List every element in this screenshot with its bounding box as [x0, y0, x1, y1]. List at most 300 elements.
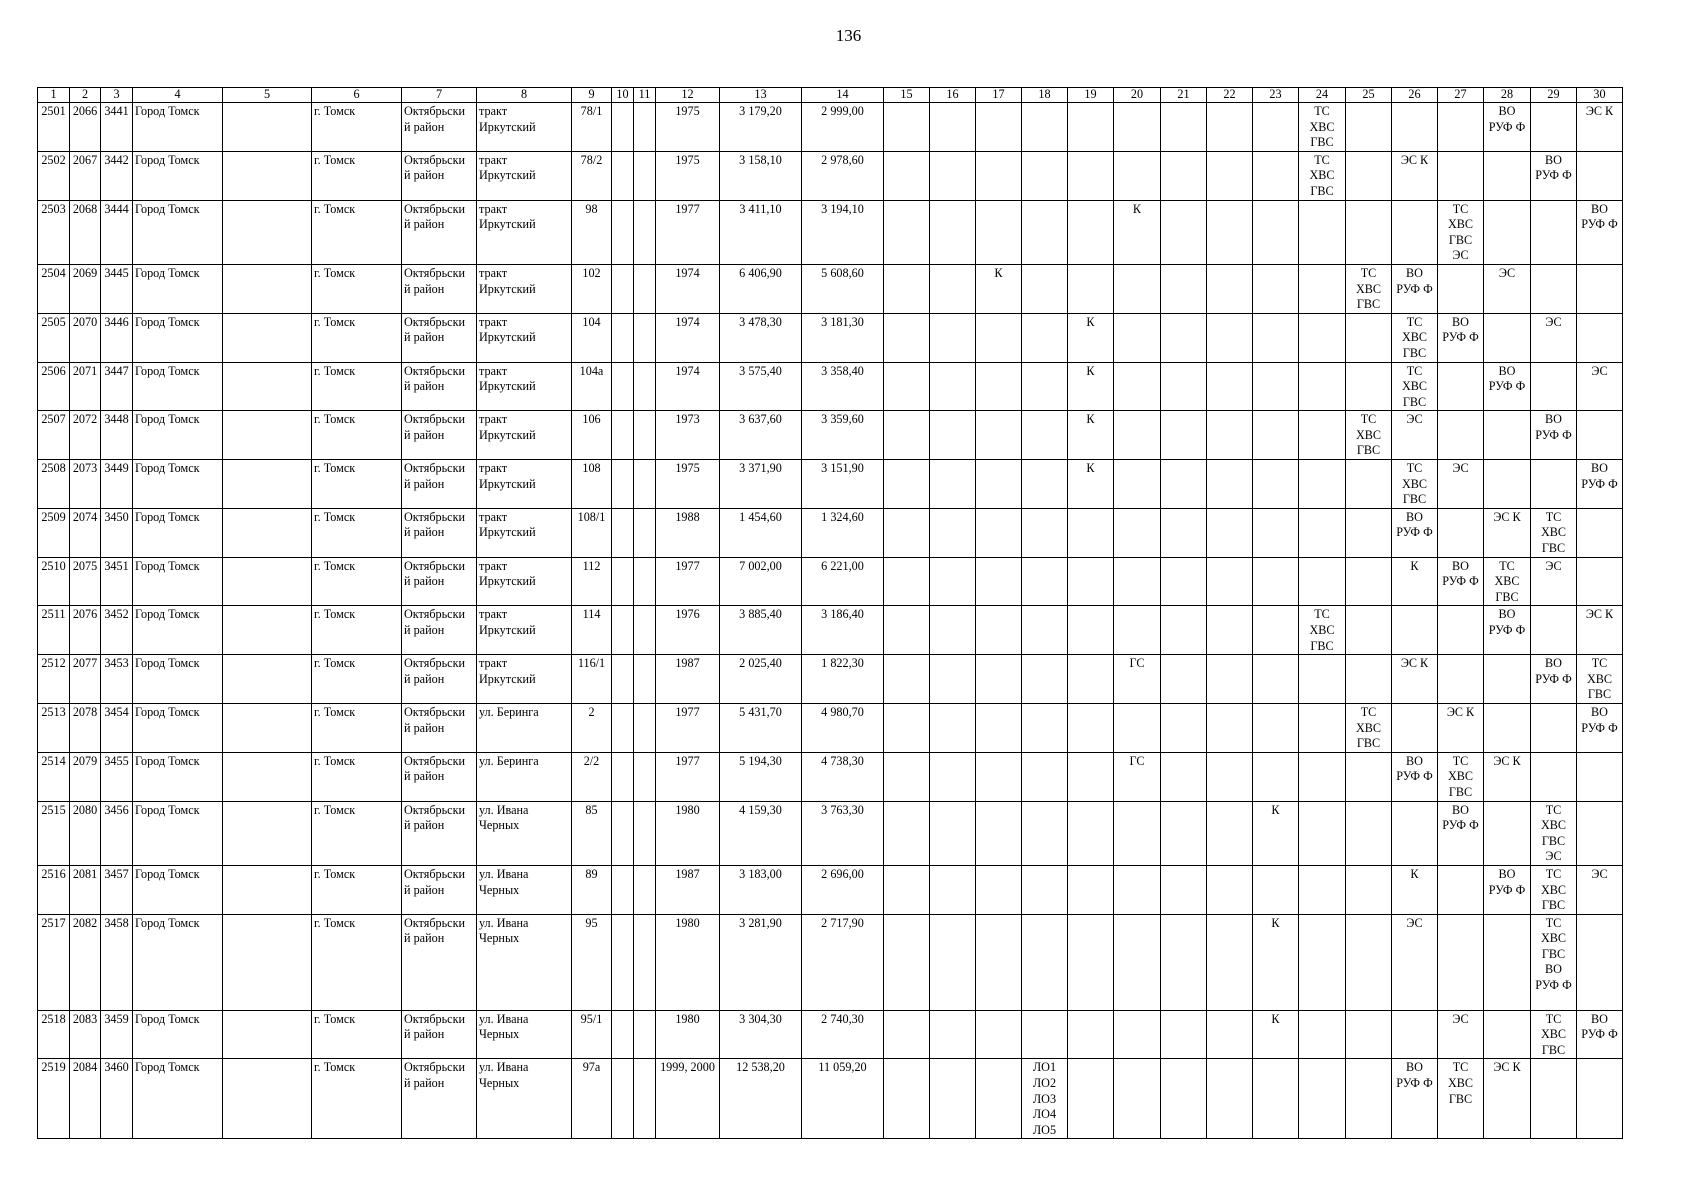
cell-col-14: 3 358,40 — [802, 362, 884, 411]
cell-col-4: Город Томск — [133, 1059, 223, 1139]
cell-col-6: г. Томск — [312, 103, 402, 152]
cell-col-14: 4 738,30 — [802, 752, 884, 801]
cell-col-14: 3 359,60 — [802, 411, 884, 460]
cell-col-25 — [1346, 151, 1392, 200]
cell-col-20: К — [1114, 200, 1161, 264]
cell-col-23 — [1253, 103, 1299, 152]
cell-col-10 — [612, 557, 634, 606]
cell-col-30 — [1577, 411, 1623, 460]
cell-col-5 — [223, 103, 312, 152]
cell-col-4: Город Томск — [133, 752, 223, 801]
cell-col-25: ТС ХВС ГВС — [1346, 264, 1392, 313]
cell-col-8: ул. Ивана Черных — [477, 914, 572, 1010]
cell-col-19 — [1068, 703, 1114, 752]
cell-col-8: ул. Ивана Черных — [477, 1010, 572, 1059]
cell-col-16 — [930, 411, 976, 460]
cell-col-28: ЭС К — [1484, 508, 1531, 557]
cell-col-3: 3449 — [101, 460, 133, 509]
cell-col-26: ВО РУФ Ф — [1392, 264, 1438, 313]
cell-col-6: г. Томск — [312, 313, 402, 362]
cell-col-23: К — [1253, 801, 1299, 865]
cell-col-16 — [930, 914, 976, 1010]
cell-col-20 — [1114, 264, 1161, 313]
cell-col-26 — [1392, 200, 1438, 264]
cell-col-6: г. Томск — [312, 264, 402, 313]
cell-col-27: ВО РУФ Ф — [1438, 557, 1484, 606]
cell-col-1: 2514 — [38, 752, 70, 801]
column-header-26: 26 — [1392, 88, 1438, 103]
cell-col-23 — [1253, 703, 1299, 752]
cell-col-6: г. Томск — [312, 508, 402, 557]
cell-col-3: 3446 — [101, 313, 133, 362]
column-header-20: 20 — [1114, 88, 1161, 103]
cell-col-25 — [1346, 914, 1392, 1010]
cell-col-2: 2067 — [70, 151, 101, 200]
cell-col-21 — [1161, 752, 1207, 801]
cell-col-13: 7 002,00 — [720, 557, 802, 606]
cell-col-21 — [1161, 411, 1207, 460]
cell-col-16 — [930, 313, 976, 362]
cell-col-9: 112 — [572, 557, 612, 606]
cell-col-2: 2076 — [70, 606, 101, 655]
cell-col-22 — [1207, 1059, 1253, 1139]
cell-col-17 — [976, 655, 1022, 704]
cell-col-29: ЭС — [1531, 557, 1577, 606]
table-row — [38, 703, 1623, 752]
cell-col-12: 1974 — [656, 313, 720, 362]
cell-col-28: ЭС К — [1484, 1059, 1531, 1139]
cell-col-4: Город Томск — [133, 103, 223, 152]
cell-col-11 — [634, 914, 656, 1010]
table-row — [38, 200, 1623, 264]
cell-col-25 — [1346, 103, 1392, 152]
cell-col-22 — [1207, 655, 1253, 704]
cell-col-5 — [223, 411, 312, 460]
cell-col-4: Город Томск — [133, 264, 223, 313]
cell-col-30 — [1577, 264, 1623, 313]
cell-col-12: 1975 — [656, 460, 720, 509]
cell-col-21 — [1161, 1059, 1207, 1139]
cell-col-22 — [1207, 1010, 1253, 1059]
column-header-2: 2 — [70, 88, 101, 103]
cell-col-21 — [1161, 313, 1207, 362]
cell-col-4: Город Томск — [133, 313, 223, 362]
cell-col-9: 108 — [572, 460, 612, 509]
cell-col-12: 1977 — [656, 752, 720, 801]
cell-col-11 — [634, 151, 656, 200]
cell-col-17 — [976, 1059, 1022, 1139]
cell-col-16 — [930, 801, 976, 865]
cell-col-6: г. Томск — [312, 200, 402, 264]
cell-col-30 — [1577, 914, 1623, 1010]
cell-col-18 — [1022, 865, 1068, 914]
table-row — [38, 362, 1623, 411]
cell-col-30: ВО РУФ Ф — [1577, 460, 1623, 509]
cell-col-18 — [1022, 200, 1068, 264]
cell-col-1: 2519 — [38, 1059, 70, 1139]
cell-col-3: 3445 — [101, 264, 133, 313]
cell-col-30: ВО РУФ Ф — [1577, 200, 1623, 264]
cell-col-6: г. Томск — [312, 362, 402, 411]
cell-col-12: 1987 — [656, 655, 720, 704]
cell-col-19 — [1068, 264, 1114, 313]
cell-col-12: 1980 — [656, 1010, 720, 1059]
cell-col-3: 3447 — [101, 362, 133, 411]
cell-col-28 — [1484, 914, 1531, 1010]
cell-col-15 — [884, 606, 930, 655]
cell-col-22 — [1207, 801, 1253, 865]
cell-col-16 — [930, 655, 976, 704]
cell-col-5 — [223, 606, 312, 655]
cell-col-5 — [223, 703, 312, 752]
cell-col-14: 5 608,60 — [802, 264, 884, 313]
cell-col-19 — [1068, 752, 1114, 801]
cell-col-13: 3 478,30 — [720, 313, 802, 362]
cell-col-7: Октябрьски й район — [402, 313, 477, 362]
cell-col-10 — [612, 752, 634, 801]
cell-col-20 — [1114, 914, 1161, 1010]
cell-col-19 — [1068, 655, 1114, 704]
cell-col-29 — [1531, 103, 1577, 152]
cell-col-2: 2073 — [70, 460, 101, 509]
cell-col-19 — [1068, 801, 1114, 865]
cell-col-27 — [1438, 411, 1484, 460]
cell-col-15 — [884, 752, 930, 801]
cell-col-21 — [1161, 914, 1207, 1010]
cell-col-11 — [634, 865, 656, 914]
cell-col-5 — [223, 1010, 312, 1059]
cell-col-10 — [612, 865, 634, 914]
cell-col-8: ул. Беринга — [477, 752, 572, 801]
cell-col-22 — [1207, 606, 1253, 655]
cell-col-10 — [612, 801, 634, 865]
cell-col-13: 3 183,00 — [720, 865, 802, 914]
cell-col-30 — [1577, 313, 1623, 362]
cell-col-27 — [1438, 914, 1484, 1010]
cell-col-25: ТС ХВС ГВС — [1346, 411, 1392, 460]
cell-col-22 — [1207, 411, 1253, 460]
cell-col-4: Город Томск — [133, 460, 223, 509]
cell-col-10 — [612, 703, 634, 752]
cell-col-24 — [1299, 865, 1346, 914]
cell-col-13: 6 406,90 — [720, 264, 802, 313]
cell-col-22 — [1207, 752, 1253, 801]
cell-col-19 — [1068, 103, 1114, 152]
cell-col-30: ВО РУФ Ф — [1577, 1010, 1623, 1059]
cell-col-29 — [1531, 460, 1577, 509]
cell-col-20 — [1114, 1010, 1161, 1059]
cell-col-5 — [223, 313, 312, 362]
cell-col-14: 2 717,90 — [802, 914, 884, 1010]
cell-col-1: 2513 — [38, 703, 70, 752]
cell-col-15 — [884, 264, 930, 313]
cell-col-14: 11 059,20 — [802, 1059, 884, 1139]
cell-col-14: 3 186,40 — [802, 606, 884, 655]
cell-col-9: 95/1 — [572, 1010, 612, 1059]
cell-col-29 — [1531, 703, 1577, 752]
cell-col-9: 102 — [572, 264, 612, 313]
cell-col-13: 3 411,10 — [720, 200, 802, 264]
cell-col-30 — [1577, 1059, 1623, 1139]
cell-col-19 — [1068, 200, 1114, 264]
table-row — [38, 557, 1623, 606]
cell-col-9: 2 — [572, 703, 612, 752]
cell-col-7: Октябрьски й район — [402, 1010, 477, 1059]
cell-col-29: ТС ХВС ГВС ВО РУФ Ф — [1531, 914, 1577, 1010]
cell-col-10 — [612, 313, 634, 362]
cell-col-2: 2074 — [70, 508, 101, 557]
cell-col-27 — [1438, 103, 1484, 152]
cell-col-27: ЭС К — [1438, 703, 1484, 752]
cell-col-3: 3458 — [101, 914, 133, 1010]
cell-col-23 — [1253, 606, 1299, 655]
cell-col-24 — [1299, 703, 1346, 752]
cell-col-17 — [976, 411, 1022, 460]
cell-col-29 — [1531, 752, 1577, 801]
table-row — [38, 1059, 1623, 1139]
cell-col-16 — [930, 200, 976, 264]
cell-col-5 — [223, 557, 312, 606]
cell-col-11 — [634, 801, 656, 865]
cell-col-22 — [1207, 362, 1253, 411]
cell-col-27: ТС ХВС ГВС — [1438, 752, 1484, 801]
cell-col-8: ул. Ивана Черных — [477, 865, 572, 914]
cell-col-13: 3 885,40 — [720, 606, 802, 655]
cell-col-23: К — [1253, 914, 1299, 1010]
cell-col-28 — [1484, 1010, 1531, 1059]
cell-col-11 — [634, 1059, 656, 1139]
cell-col-9: 114 — [572, 606, 612, 655]
cell-col-12: 1974 — [656, 264, 720, 313]
column-header-13: 13 — [720, 88, 802, 103]
cell-col-24 — [1299, 801, 1346, 865]
table-row — [38, 914, 1623, 1010]
cell-col-4: Город Томск — [133, 362, 223, 411]
cell-col-13: 3 179,20 — [720, 103, 802, 152]
cell-col-14: 3 181,30 — [802, 313, 884, 362]
table-row — [38, 606, 1623, 655]
cell-col-6: г. Томск — [312, 752, 402, 801]
cell-col-15 — [884, 508, 930, 557]
cell-col-18 — [1022, 508, 1068, 557]
cell-col-22 — [1207, 151, 1253, 200]
column-header-3: 3 — [101, 88, 133, 103]
cell-col-24 — [1299, 752, 1346, 801]
cell-col-2: 2080 — [70, 801, 101, 865]
cell-col-29 — [1531, 362, 1577, 411]
cell-col-11 — [634, 264, 656, 313]
cell-col-19: К — [1068, 460, 1114, 509]
cell-col-20 — [1114, 103, 1161, 152]
cell-col-3: 3442 — [101, 151, 133, 200]
cell-col-17 — [976, 200, 1022, 264]
cell-col-17 — [976, 801, 1022, 865]
cell-col-7: Октябрьски й район — [402, 752, 477, 801]
column-header-5: 5 — [223, 88, 312, 103]
cell-col-10 — [612, 411, 634, 460]
cell-col-9: 106 — [572, 411, 612, 460]
cell-col-14: 3 194,10 — [802, 200, 884, 264]
cell-col-22 — [1207, 313, 1253, 362]
cell-col-24 — [1299, 655, 1346, 704]
cell-col-17 — [976, 606, 1022, 655]
cell-col-18 — [1022, 914, 1068, 1010]
table-row — [38, 103, 1623, 152]
column-header-30: 30 — [1577, 88, 1623, 103]
cell-col-21 — [1161, 703, 1207, 752]
cell-col-11 — [634, 508, 656, 557]
cell-col-24 — [1299, 264, 1346, 313]
cell-col-17 — [976, 313, 1022, 362]
cell-col-12: 1977 — [656, 557, 720, 606]
column-header-28: 28 — [1484, 88, 1531, 103]
cell-col-1: 2510 — [38, 557, 70, 606]
cell-col-6: г. Томск — [312, 655, 402, 704]
cell-col-21 — [1161, 508, 1207, 557]
cell-col-20 — [1114, 151, 1161, 200]
cell-col-12: 1988 — [656, 508, 720, 557]
column-header-4: 4 — [133, 88, 223, 103]
cell-col-10 — [612, 460, 634, 509]
cell-col-4: Город Томск — [133, 1010, 223, 1059]
cell-col-17 — [976, 460, 1022, 509]
cell-col-3: 3453 — [101, 655, 133, 704]
cell-col-25 — [1346, 865, 1392, 914]
cell-col-24 — [1299, 1059, 1346, 1139]
cell-col-13: 3 371,90 — [720, 460, 802, 509]
cell-col-18 — [1022, 801, 1068, 865]
cell-col-20 — [1114, 362, 1161, 411]
cell-col-3: 3460 — [101, 1059, 133, 1139]
cell-col-15 — [884, 703, 930, 752]
cell-col-12: 1999, 2000 — [656, 1059, 720, 1139]
cell-col-6: г. Томск — [312, 865, 402, 914]
cell-col-18 — [1022, 557, 1068, 606]
cell-col-1: 2517 — [38, 914, 70, 1010]
cell-col-16 — [930, 460, 976, 509]
cell-col-23 — [1253, 411, 1299, 460]
column-header-24: 24 — [1299, 88, 1346, 103]
cell-col-14: 4 980,70 — [802, 703, 884, 752]
cell-col-18 — [1022, 151, 1068, 200]
cell-col-10 — [612, 200, 634, 264]
cell-col-9: 78/2 — [572, 151, 612, 200]
cell-col-25 — [1346, 655, 1392, 704]
cell-col-29: ВО РУФ Ф — [1531, 655, 1577, 704]
cell-col-7: Октябрьски й район — [402, 460, 477, 509]
cell-col-5 — [223, 508, 312, 557]
cell-col-7: Октябрьски й район — [402, 103, 477, 152]
cell-col-14: 1 822,30 — [802, 655, 884, 704]
cell-col-15 — [884, 1010, 930, 1059]
cell-col-7: Октябрьски й район — [402, 411, 477, 460]
cell-col-16 — [930, 151, 976, 200]
cell-col-29 — [1531, 200, 1577, 264]
cell-col-2: 2077 — [70, 655, 101, 704]
cell-col-29: ВО РУФ Ф — [1531, 411, 1577, 460]
cell-col-11 — [634, 606, 656, 655]
cell-col-19 — [1068, 151, 1114, 200]
cell-col-15 — [884, 557, 930, 606]
cell-col-4: Город Томск — [133, 508, 223, 557]
cell-col-17 — [976, 914, 1022, 1010]
cell-col-20 — [1114, 703, 1161, 752]
cell-col-29: ЭС — [1531, 313, 1577, 362]
cell-col-27: ВО РУФ Ф — [1438, 313, 1484, 362]
cell-col-15 — [884, 103, 930, 152]
column-header-17: 17 — [976, 88, 1022, 103]
cell-col-24: ТС ХВС ГВС — [1299, 103, 1346, 152]
cell-col-22 — [1207, 103, 1253, 152]
cell-col-26: ВО РУФ Ф — [1392, 752, 1438, 801]
table-row — [38, 460, 1623, 509]
cell-col-23 — [1253, 460, 1299, 509]
cell-col-3: 3454 — [101, 703, 133, 752]
cell-col-28: ВО РУФ Ф — [1484, 865, 1531, 914]
cell-col-8: тракт Иркутский — [477, 200, 572, 264]
cell-col-7: Октябрьски й район — [402, 264, 477, 313]
cell-col-1: 2502 — [38, 151, 70, 200]
cell-col-2: 2068 — [70, 200, 101, 264]
cell-col-27: ВО РУФ Ф — [1438, 801, 1484, 865]
cell-col-9: 116/1 — [572, 655, 612, 704]
cell-col-10 — [612, 103, 634, 152]
cell-col-8: тракт Иркутский — [477, 508, 572, 557]
cell-col-15 — [884, 801, 930, 865]
cell-col-28: ЭС К — [1484, 752, 1531, 801]
cell-col-23 — [1253, 752, 1299, 801]
cell-col-19 — [1068, 865, 1114, 914]
cell-col-19 — [1068, 508, 1114, 557]
cell-col-11 — [634, 655, 656, 704]
cell-col-23 — [1253, 655, 1299, 704]
cell-col-3: 3455 — [101, 752, 133, 801]
cell-col-8: тракт Иркутский — [477, 557, 572, 606]
column-header-15: 15 — [884, 88, 930, 103]
column-header-21: 21 — [1161, 88, 1207, 103]
cell-col-25 — [1346, 801, 1392, 865]
cell-col-21 — [1161, 865, 1207, 914]
cell-col-22 — [1207, 460, 1253, 509]
cell-col-24 — [1299, 508, 1346, 557]
cell-col-17 — [976, 362, 1022, 411]
table-row — [38, 655, 1623, 704]
cell-col-8: ул. Ивана Черных — [477, 1059, 572, 1139]
cell-col-1: 2504 — [38, 264, 70, 313]
cell-col-6: г. Томск — [312, 703, 402, 752]
cell-col-12: 1974 — [656, 362, 720, 411]
cell-col-1: 2505 — [38, 313, 70, 362]
column-header-23: 23 — [1253, 88, 1299, 103]
cell-col-30 — [1577, 752, 1623, 801]
cell-col-5 — [223, 655, 312, 704]
cell-col-26: ТС ХВС ГВС — [1392, 362, 1438, 411]
column-header-6: 6 — [312, 88, 402, 103]
cell-col-26: ВО РУФ Ф — [1392, 1059, 1438, 1139]
cell-col-18 — [1022, 411, 1068, 460]
cell-col-28 — [1484, 460, 1531, 509]
cell-col-8: тракт Иркутский — [477, 264, 572, 313]
cell-col-19 — [1068, 1010, 1114, 1059]
cell-col-4: Город Томск — [133, 151, 223, 200]
cell-col-25 — [1346, 313, 1392, 362]
cell-col-14: 6 221,00 — [802, 557, 884, 606]
cell-col-1: 2501 — [38, 103, 70, 152]
cell-col-13: 5 194,30 — [720, 752, 802, 801]
cell-col-23 — [1253, 865, 1299, 914]
cell-col-27 — [1438, 151, 1484, 200]
cell-col-14: 1 324,60 — [802, 508, 884, 557]
